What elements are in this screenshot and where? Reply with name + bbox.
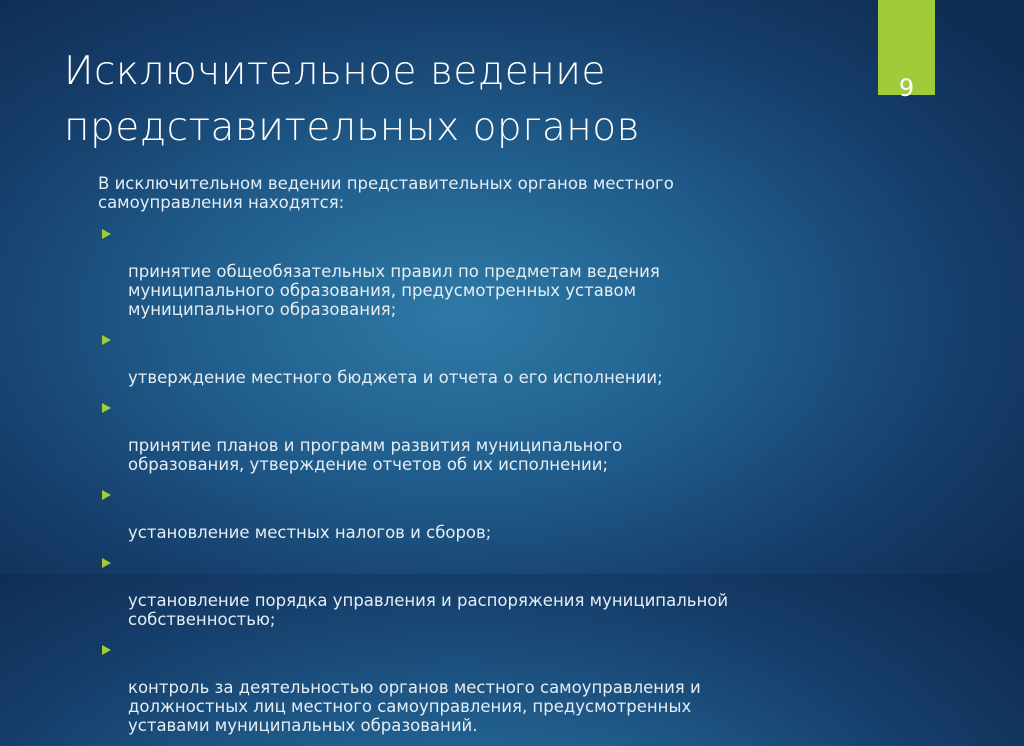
triangle-bullet-icon [102, 645, 111, 655]
bullet-text: утверждение местного бюджета и отчета о его исполнении; [128, 368, 663, 387]
page-number-container [878, 0, 935, 110]
bullet-text: контроль за деятельностью органов местного самоуправления и должностных лиц местного самоуправления, предусмотренных уставами муниципальных образований. [128, 678, 701, 735]
triangle-bullet-icon [102, 490, 111, 500]
intro-text: В исключительном ведении представительных органов местного самоуправления находятся: [98, 174, 674, 212]
page-number: 9 [898, 74, 915, 102]
bullet-item [98, 485, 818, 542]
bullet-item [98, 224, 818, 319]
slide-title: Исключительное ведение представительных органов [64, 49, 640, 150]
triangle-bullet-icon [102, 558, 111, 568]
triangle-bullet-icon [102, 335, 111, 345]
bullet-text: принятие общеобязательных правил по предметам ведения муниципального образования, предусмотренных уставом муниципального образования; [128, 262, 660, 319]
bullet-item [98, 553, 818, 629]
bullet-item [98, 330, 818, 387]
triangle-bullet-icon [102, 403, 111, 413]
bullet-item [98, 398, 818, 474]
bullet-text: принятие планов и программ развития муниципального образования, утверждение отчетов об их исполнении; [128, 436, 623, 474]
bullet-item [98, 640, 818, 735]
bullet-text: установление порядка управления и распоряжения муниципальной собственностью; [128, 591, 729, 629]
slide-body [98, 174, 818, 746]
triangle-bullet-icon [102, 229, 111, 239]
bullet-list [98, 224, 818, 735]
bullet-text: установление местных налогов и сборов; [128, 523, 492, 542]
